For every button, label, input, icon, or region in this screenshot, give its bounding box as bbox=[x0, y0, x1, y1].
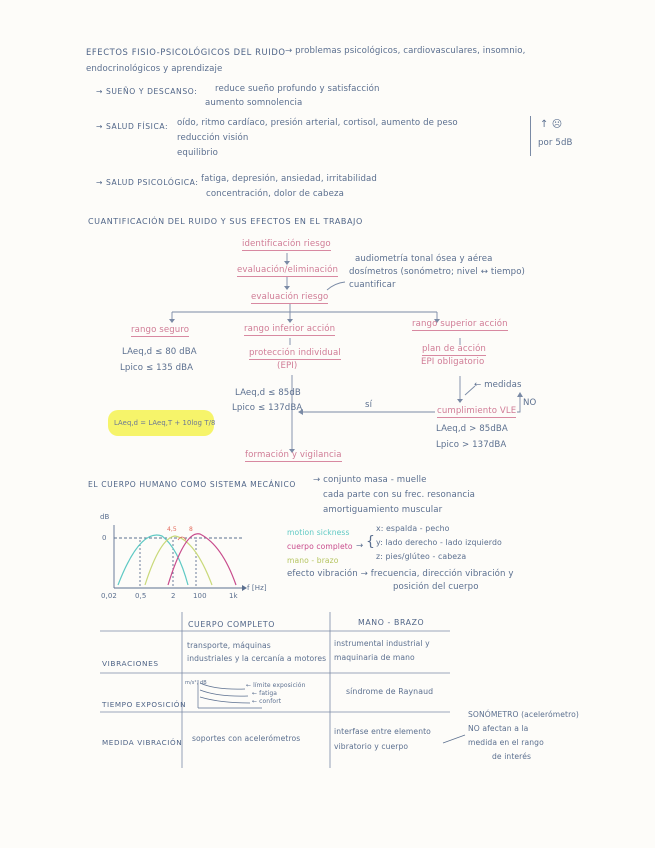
medida-mano-1: interfase entre elemento bbox=[334, 727, 431, 736]
axis-y: y: lado derecho - lado izquierdo bbox=[376, 538, 502, 547]
legend-mano-brazo: mano - brazo bbox=[287, 556, 339, 565]
node-rango-inferior: rango inferior acción bbox=[244, 324, 336, 334]
chart-yzero: 0 bbox=[102, 534, 107, 542]
legend-cuerpo-completo: cuerpo completo bbox=[287, 542, 353, 551]
chart-peak-2: 8 bbox=[189, 526, 193, 533]
salud-fisica-line1: oído, ritmo cardíaco, presión arterial, cortisol, aumento de peso bbox=[177, 118, 458, 128]
salud-psico-line2: concentración, dolor de cabeza bbox=[206, 189, 344, 199]
audio-line2: dosímetros (sonómetro; nivel ↔ tiempo) bbox=[349, 267, 526, 277]
rango-seguro-laeq: LAeq,d ≤ 80 dBA bbox=[122, 347, 197, 357]
chart-xlabel: f [Hz] bbox=[247, 584, 267, 592]
node-cumplimiento-vle: cumplimiento VLE bbox=[437, 406, 517, 416]
mid-lpico: Lpico ≤ 137dBA bbox=[232, 403, 303, 413]
sueno-line1: reduce sueño profundo y satisfacción bbox=[215, 84, 380, 94]
node-evaluacion-riesgo: evaluación riesgo bbox=[251, 292, 329, 302]
salud-fisica-line2: reducción visión bbox=[177, 133, 249, 143]
section2-title: CUANTIFICACIÓN DEL RUIDO Y SUS EFECTOS EN EL TRABAJO bbox=[88, 217, 363, 226]
efecto-line1: efecto vibración → frecuencia, dirección vibración y bbox=[287, 569, 514, 579]
medidas-label: ← medidas bbox=[474, 380, 522, 390]
no-label: NO bbox=[523, 398, 537, 408]
section3-line2: cada parte con su frec. resonancia bbox=[323, 490, 476, 500]
tiempo-fatiga: ← fatiga bbox=[252, 690, 278, 697]
chart-xtick-1: 0,5 bbox=[135, 592, 147, 600]
vibraciones-cuerpo-1: transporte, máquinas bbox=[187, 641, 271, 650]
tiempo-limite: ← límite exposición bbox=[246, 682, 306, 689]
note-medida-rango: medida en el rango bbox=[468, 738, 544, 747]
node-rango-seguro: rango seguro bbox=[131, 325, 190, 335]
row-tiempo-exposicion: TIEMPO EXPOSICIÓN bbox=[102, 700, 187, 709]
chart-xtick-2: 2 bbox=[171, 592, 176, 600]
note-de-interes: de interés bbox=[492, 752, 532, 761]
side-note-text: por 5dB bbox=[538, 138, 573, 148]
tiempo-grafico-yaxis: m/s², dB bbox=[185, 680, 207, 686]
section3-line1: → conjunto masa - muelle bbox=[313, 475, 427, 485]
table-header-cuerpo: CUERPO COMPLETO bbox=[188, 620, 275, 629]
sueno-label: → SUEÑO Y DESCANSO: bbox=[96, 87, 198, 96]
medida-mano-2: vibratorio y cuerpo bbox=[334, 742, 409, 751]
chart-xtick-0: 0,02 bbox=[101, 592, 117, 600]
node-identificacion: identificación riesgo bbox=[242, 239, 331, 249]
section1-title-line2: endocrinológicos y aprendizaje bbox=[86, 64, 223, 74]
row-medida-vibracion: MEDIDA VIBRACIÓN bbox=[102, 738, 183, 747]
vibraciones-mano-1: instrumental industrial y bbox=[334, 639, 430, 648]
rango-seguro-lpico: Lpico ≤ 135 dBA bbox=[120, 363, 194, 373]
node-proteccion-individual: protección individual bbox=[249, 348, 341, 358]
vibraciones-cuerpo-2: industriales y la cercanía a motores bbox=[187, 654, 327, 663]
chart-xtick-3: 100 bbox=[193, 592, 207, 600]
salud-psico-line1: fatiga, depresión, ansiedad, irritabilidad bbox=[201, 174, 377, 184]
node-evaluacion-eliminacion: evaluación/eliminación bbox=[237, 265, 339, 275]
efecto-line2: posición del cuerpo bbox=[393, 582, 479, 592]
legend-motion-sickness: motion sickness bbox=[287, 528, 350, 537]
node-formacion: formación y vigilancia bbox=[245, 450, 342, 460]
chart-xtick-4: 1k bbox=[229, 592, 238, 600]
axis-z: z: pies/glúteo - cabeza bbox=[376, 552, 467, 561]
node-plan-accion: plan de acción bbox=[422, 344, 486, 354]
medida-cuerpo: soportes con acelerómetros bbox=[192, 734, 301, 743]
section1-title-tail: → problemas psicológicos, cardiovasculares, insomnio, bbox=[285, 46, 526, 56]
node-rango-superior: rango superior acción bbox=[412, 319, 508, 329]
salud-fisica-line3: equilibrio bbox=[177, 148, 218, 158]
salud-fisica-label: → SALUD FÍSICA: bbox=[96, 122, 169, 131]
formula-text: LAeq,d = LAeq,T + 10log T/8 bbox=[114, 419, 216, 427]
audio-line1: audiometría tonal ósea y aérea bbox=[355, 254, 493, 264]
side-note-face: ↑ ☹ bbox=[540, 119, 563, 130]
limite-lpico: Lpico > 137dBA bbox=[436, 440, 507, 450]
salud-psico-label: → SALUD PSICOLÓGICA: bbox=[96, 178, 199, 187]
tiempo-raynaud: síndrome de Raynaud bbox=[346, 687, 434, 696]
sueno-line2: aumento somnolencia bbox=[205, 98, 303, 108]
chart-ylabel: dB bbox=[100, 513, 110, 521]
tiempo-confort: ← confort bbox=[252, 698, 282, 705]
mid-laeq: LAeq,d ≤ 85dB bbox=[235, 388, 301, 398]
limite-laeq: LAeq,d > 85dBA bbox=[436, 424, 508, 434]
section3-title: EL CUERPO HUMANO COMO SISTEMA MECÁNICO bbox=[88, 480, 296, 489]
section3-line3: amortiguamiento muscular bbox=[323, 505, 443, 515]
si-label: sí bbox=[365, 400, 373, 410]
vibraciones-mano-2: maquinaria de mano bbox=[334, 653, 415, 662]
audio-line3: cuantificar bbox=[349, 280, 396, 290]
chart-peak-1: 4,5 bbox=[167, 526, 177, 533]
table-header-mano: MANO - BRAZO bbox=[358, 618, 425, 627]
axis-x: x: espalda - pecho bbox=[376, 524, 450, 533]
axes-brace: { bbox=[366, 534, 376, 550]
section1-title: EFECTOS FISIO-PSICOLÓGICOS DEL RUIDO bbox=[86, 47, 286, 57]
node-epi: (EPI) bbox=[277, 361, 298, 371]
row-vibraciones: VIBRACIONES bbox=[102, 659, 159, 668]
note-no-afectan: NO afectan a la bbox=[468, 724, 529, 733]
node-epi-obligatorio: EPI obligatorio bbox=[421, 357, 485, 367]
legend-arrow: → bbox=[356, 541, 364, 551]
note-sonometro: SONÓMETRO (acelerómetro) bbox=[468, 710, 579, 719]
